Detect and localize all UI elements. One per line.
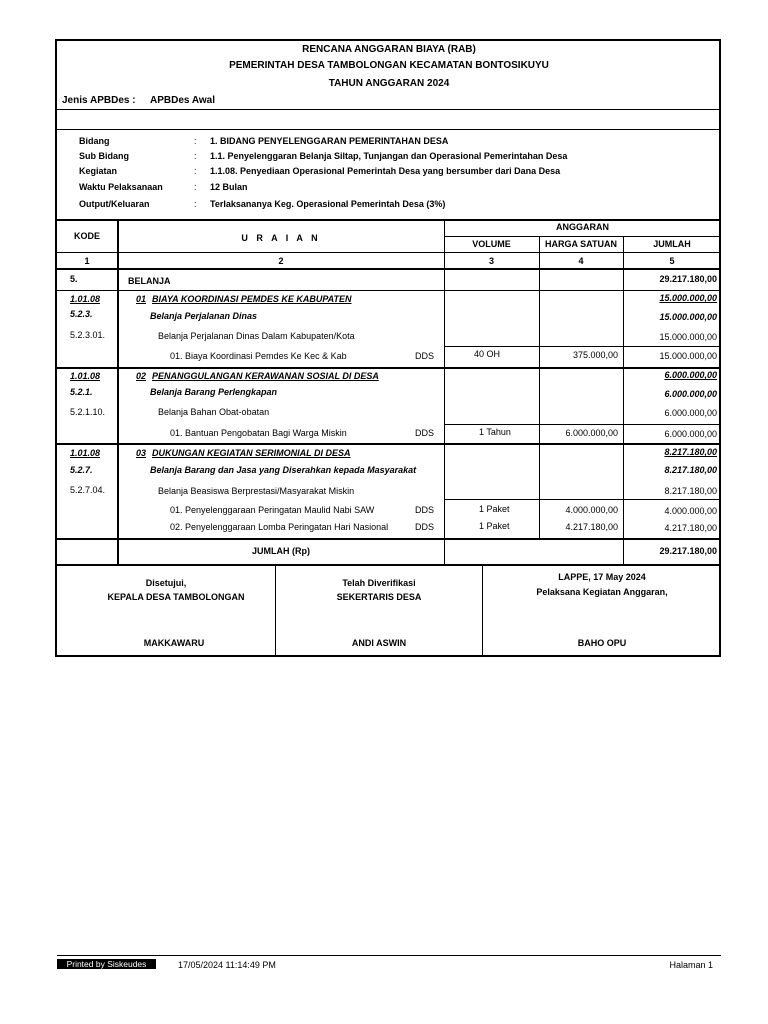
row-divider	[56, 290, 721, 291]
signature-mid-title: Telah Diverifikasi	[342, 578, 416, 588]
col-number: 1	[84, 256, 90, 266]
table-cell-jumlah: 6.000.000,00	[664, 370, 717, 380]
table-cell-harga: 6.000.000,00	[565, 428, 618, 438]
table-cell-uraian: 01. Penyelenggaraan Peringatan Maulid Nabi SAW	[170, 505, 375, 515]
col-header-volume: VOLUME	[472, 239, 511, 249]
col-divider	[444, 220, 445, 564]
table-cell-jumlah: 6.000.000,00	[664, 429, 717, 439]
info-sep: :	[194, 199, 197, 209]
info-label-bidang: Bidang	[79, 136, 110, 146]
table-cell-jumlah: 8.217.180,00	[664, 447, 717, 457]
signature-left-name: MAKKAWARU	[143, 638, 205, 648]
table-cell-uraian: PENANGGULANGAN KERAWANAN SOSIAL DI DESA	[152, 371, 379, 381]
footer-rule	[57, 955, 721, 956]
table-cell-uraian: 01. Biaya Koordinasi Pemdes Ke Kec & Kab	[170, 351, 347, 361]
info-value-bidang: 1. BIDANG PENYELENGGARAN PEMERINTAHAN DESA	[210, 136, 449, 146]
table-cell-kode: 5.	[70, 274, 78, 284]
jenis-apbdes-value: APBDes Awal	[150, 95, 216, 106]
col-header-jumlah: JUMLAH	[653, 239, 691, 249]
table-cell-kode: 5.2.7.	[70, 465, 93, 475]
jenis-apbdes-label: Jenis APBDes :	[62, 95, 136, 106]
divider	[56, 129, 721, 130]
table-cell-uraian: 02. Penyelenggaraan Lomba Peringatan Hari Nasional	[170, 522, 389, 532]
table-cell-jumlah: 6.000.000,00	[664, 389, 717, 399]
doc-year: TAHUN ANGGARAN 2024	[328, 78, 450, 89]
col-header-kode: KODE	[73, 231, 100, 241]
table-cell-jumlah: 4.000.000,00	[664, 506, 717, 516]
signature-left-title: Disetujui,	[145, 578, 187, 588]
table-cell-volume: 1 Paket	[479, 504, 510, 514]
table-cell-kode: 1.01.08	[70, 448, 101, 458]
col-divider	[539, 236, 540, 539]
info-sep: :	[194, 151, 197, 161]
col-header-harga: HARGA SATUAN	[545, 239, 617, 249]
info-value-output: Terlaksananya Keg. Operasional Pemerintah Desa (3%)	[210, 199, 446, 209]
col-number: 5	[669, 256, 675, 266]
signature-mid-role: SEKERTARIS DESA	[336, 592, 422, 602]
row-divider	[444, 346, 721, 347]
divider	[444, 236, 721, 237]
table-cell-jumlah: 8.217.180,00	[664, 486, 717, 496]
table-cell-kode: 1.01.08	[70, 371, 101, 381]
table-cell-uraian: Belanja Bahan Obat-obatan	[158, 407, 270, 417]
divider	[56, 268, 721, 270]
table-cell-volume: 1 Paket	[479, 521, 510, 531]
row-divider	[56, 443, 721, 445]
doc-subtitle: PEMERINTAH DESA TAMBOLONGAN KECAMATAN BONTOSIKUYU	[229, 60, 549, 71]
signature-right-role: Pelaksana Kegiatan Anggaran,	[536, 587, 668, 597]
table-cell-uraian: Belanja Perjalanan Dinas Dalam Kabupaten/Kota	[158, 331, 355, 341]
printed-by-badge: Printed by Siskeudes	[57, 959, 156, 969]
info-sep: :	[194, 166, 197, 176]
table-top-border	[56, 219, 721, 221]
table-cell-jumlah: 15.000.000,00	[659, 351, 717, 361]
printed-timestamp: 17/05/2024 11:14:49 PM	[178, 960, 276, 970]
info-value-kegiatan: 1.1.08. Penyediaan Operasional Pemerintah Desa yang bersumber dari Dana Desa	[210, 166, 561, 176]
info-label-waktu: Waktu Pelaksanaan	[79, 182, 163, 192]
signature-right-name: BAHO OPU	[577, 638, 627, 648]
table-cell-kode: 1.01.08	[70, 294, 101, 304]
info-label-output: Output/Keluaran	[79, 199, 150, 209]
table-cell-sumber: DDS	[415, 428, 435, 438]
table-cell-kode: 5.2.3.01.	[70, 330, 106, 340]
table-cell-jumlah: 15.000.000,00	[659, 293, 717, 303]
table-cell-kode: 5.2.3.	[70, 309, 93, 319]
table-cell-uraian: 01. Bantuan Pengobatan Bagi Warga Miskin	[170, 428, 347, 438]
table-cell-uraian: Belanja Beasiswa Berprestasi/Masyarakat Miskin	[158, 486, 355, 496]
info-label-subbidang: Sub Bidang	[79, 151, 129, 161]
row-divider	[56, 538, 721, 540]
table-cell-volume: 1 Tahun	[479, 427, 511, 437]
info-label-kegiatan: Kegiatan	[79, 166, 118, 176]
info-value-waktu: 12 Bulan	[210, 182, 248, 192]
table-cell-uraian: DUKUNGAN KEGIATAN SERIMONIAL DI DESA	[152, 448, 351, 458]
table-cell-harga: 375.000,00	[572, 350, 618, 360]
info-sep: :	[194, 182, 197, 192]
table-cell-jumlah: 15.000.000,00	[659, 332, 717, 342]
row-divider	[56, 564, 721, 566]
table-cell-jumlah: 6.000.000,00	[664, 408, 717, 418]
col-header-anggaran: ANGGARAN	[556, 222, 609, 232]
info-value-subbidang: 1.1. Penyelenggaran Belanja Siltap, Tunjangan dan Operasional Pemerintahan Desa	[210, 151, 568, 161]
doc-title: RENCANA ANGGARAN BIAYA (RAB)	[302, 44, 476, 55]
info-sep: :	[194, 136, 197, 146]
signature-right-place-date: LAPPE, 17 May 2024	[558, 572, 646, 582]
col-number: 4	[578, 256, 584, 266]
table-cell-sumber: DDS	[415, 351, 435, 361]
table-cell-volume: 40 OH	[474, 349, 501, 359]
table-cell-uraian: Belanja Perjalanan Dinas	[150, 311, 258, 321]
page-number: Halaman 1	[669, 960, 713, 970]
row-divider	[56, 367, 721, 369]
table-cell-sumber: DDS	[415, 522, 435, 532]
table-cell-uraian: BELANJA	[128, 276, 171, 286]
row-divider	[444, 424, 721, 425]
col-number: 2	[278, 256, 284, 266]
col-number: 3	[488, 256, 494, 266]
signature-mid-name: ANDI ASWIN	[351, 638, 407, 648]
table-cell-uraian-no: 03	[136, 448, 147, 458]
table-cell-harga: 4.217.180,00	[565, 522, 618, 532]
table-cell-uraian: Belanja Barang dan Jasa yang Diserahkan kepada Masyarakat	[150, 465, 417, 475]
row-divider	[444, 499, 721, 500]
table-cell-kode: 5.2.7.04.	[70, 485, 106, 495]
signature-left-role: KEPALA DESA TAMBOLONGAN	[107, 592, 245, 602]
table-cell-uraian-no: 01	[136, 294, 147, 304]
divider	[56, 109, 721, 110]
table-cell-jumlah: 29.217.180,00	[659, 274, 717, 284]
total-label: JUMLAH (Rp)	[252, 546, 310, 556]
table-cell-uraian-no: 02	[136, 371, 147, 381]
table-cell-uraian: BIAYA KOORDINASI PEMDES KE KABUPATEN	[152, 294, 352, 304]
table-cell-jumlah: 4.217.180,00	[664, 523, 717, 533]
table-cell-jumlah: 15.000.000,00	[659, 312, 717, 322]
table-cell-kode: 5.2.1.	[70, 387, 93, 397]
table-cell-kode: 5.2.1.10.	[70, 407, 106, 417]
table-cell-harga: 4.000.000,00	[565, 505, 618, 515]
table-cell-sumber: DDS	[415, 505, 435, 515]
table-cell-jumlah: 8.217.180,00	[664, 465, 717, 475]
divider	[56, 252, 721, 253]
col-divider	[117, 220, 119, 564]
total-value: 29.217.180,00	[659, 546, 717, 556]
table-cell-uraian: Belanja Barang Perlengkapan	[150, 387, 278, 397]
col-header-uraian: U R A I A N	[241, 233, 321, 243]
